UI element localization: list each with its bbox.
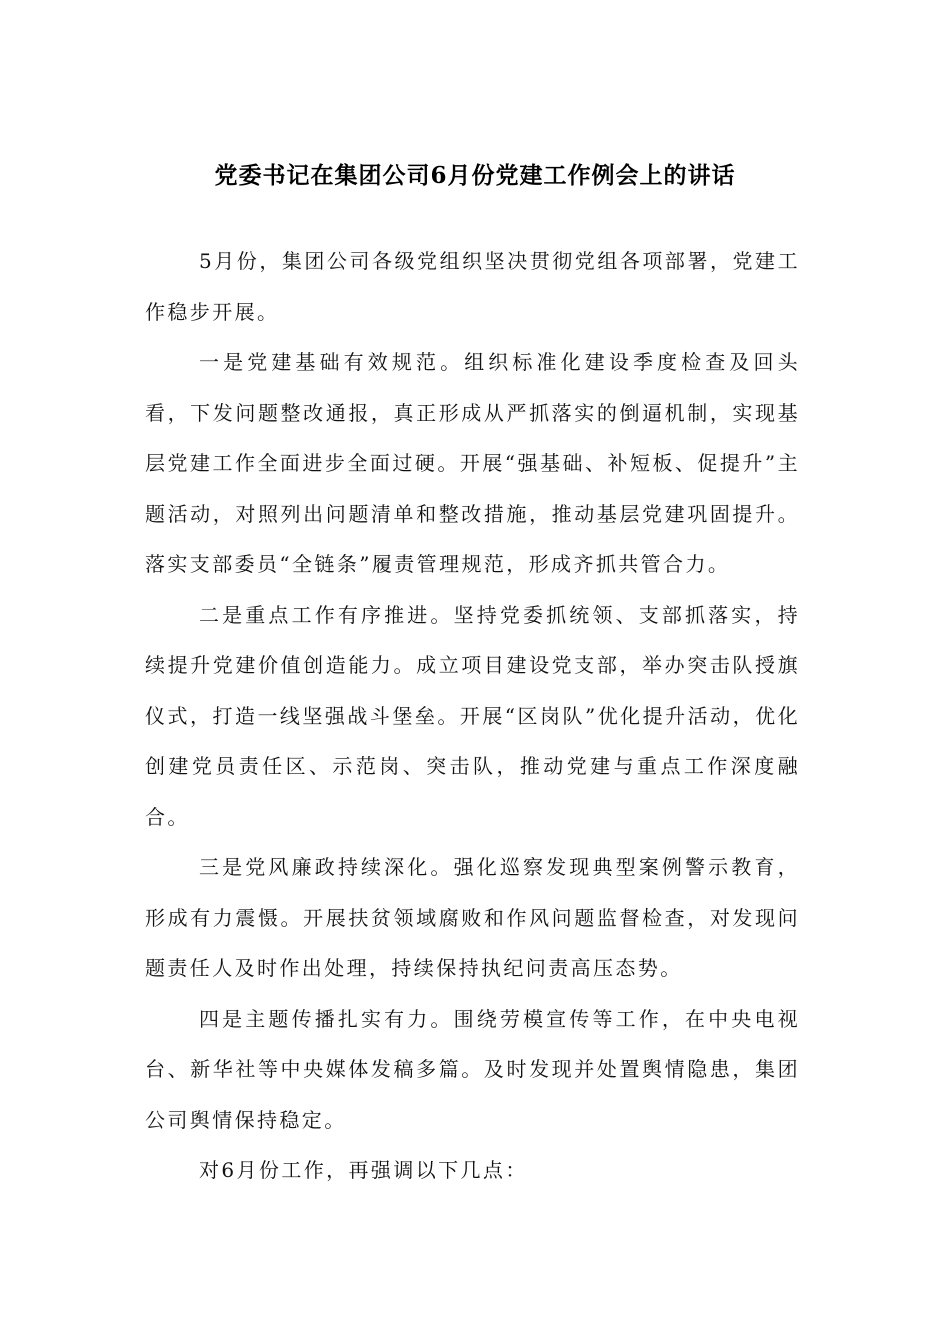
paragraph-point-four: 四是主题传播扎实有力。围绕劳模宣传等工作，在中央电视台、新华社等中央媒体发稿多篇。及时发现并处置舆情隐患，集团公司舆情保持稳定。 (145, 1006, 800, 1132)
paragraph-intro: 5月份，集团公司各级党组织坚决贯彻党组各项部署，党建工作稳步开展。 (145, 249, 800, 324)
paragraph-point-three: 三是党风廉政持续深化。强化巡察发现典型案例警示教育，形成有力震慑。开展扶贫领域腐败和作风问题监督检查，对发现问题责任人及时作出处理，持续保持执纪问责高压态势。 (145, 855, 800, 980)
document-body (145, 236, 800, 1196)
paragraph-point-two: 二是重点工作有序推进。坚持党委抓统领、支部抓落实，持续提升党建价值创造能力。成立项目建设党支部，举办突击队授旗仪式，打造一线坚强战斗堡垒。开展“区岗队”优化提升活动，优化创建党员责任区、示范岗、突击队，推动党建与重点工作深度融合。 (145, 602, 800, 829)
paragraph-june-emphasis: 对6月份工作，再强调以下几点： (199, 1158, 528, 1182)
document-title: 党委书记在集团公司6月份党建工作例会上的讲话 (214, 162, 736, 189)
paragraph-point-one: 一是党建基础有效规范。组织标准化建设季度检查及回头看，下发问题整改通报，真正形成从严抓落实的倒逼机制，实现基层党建工作全面进步全面过硬。开展“强基础、补短板、促提升”主题活动，对照列出问题清单和整改措施，推动基层党建巩固提升。落实支部委员“全链条”履责管理规范，形成齐抓共管合力。 (145, 350, 800, 576)
